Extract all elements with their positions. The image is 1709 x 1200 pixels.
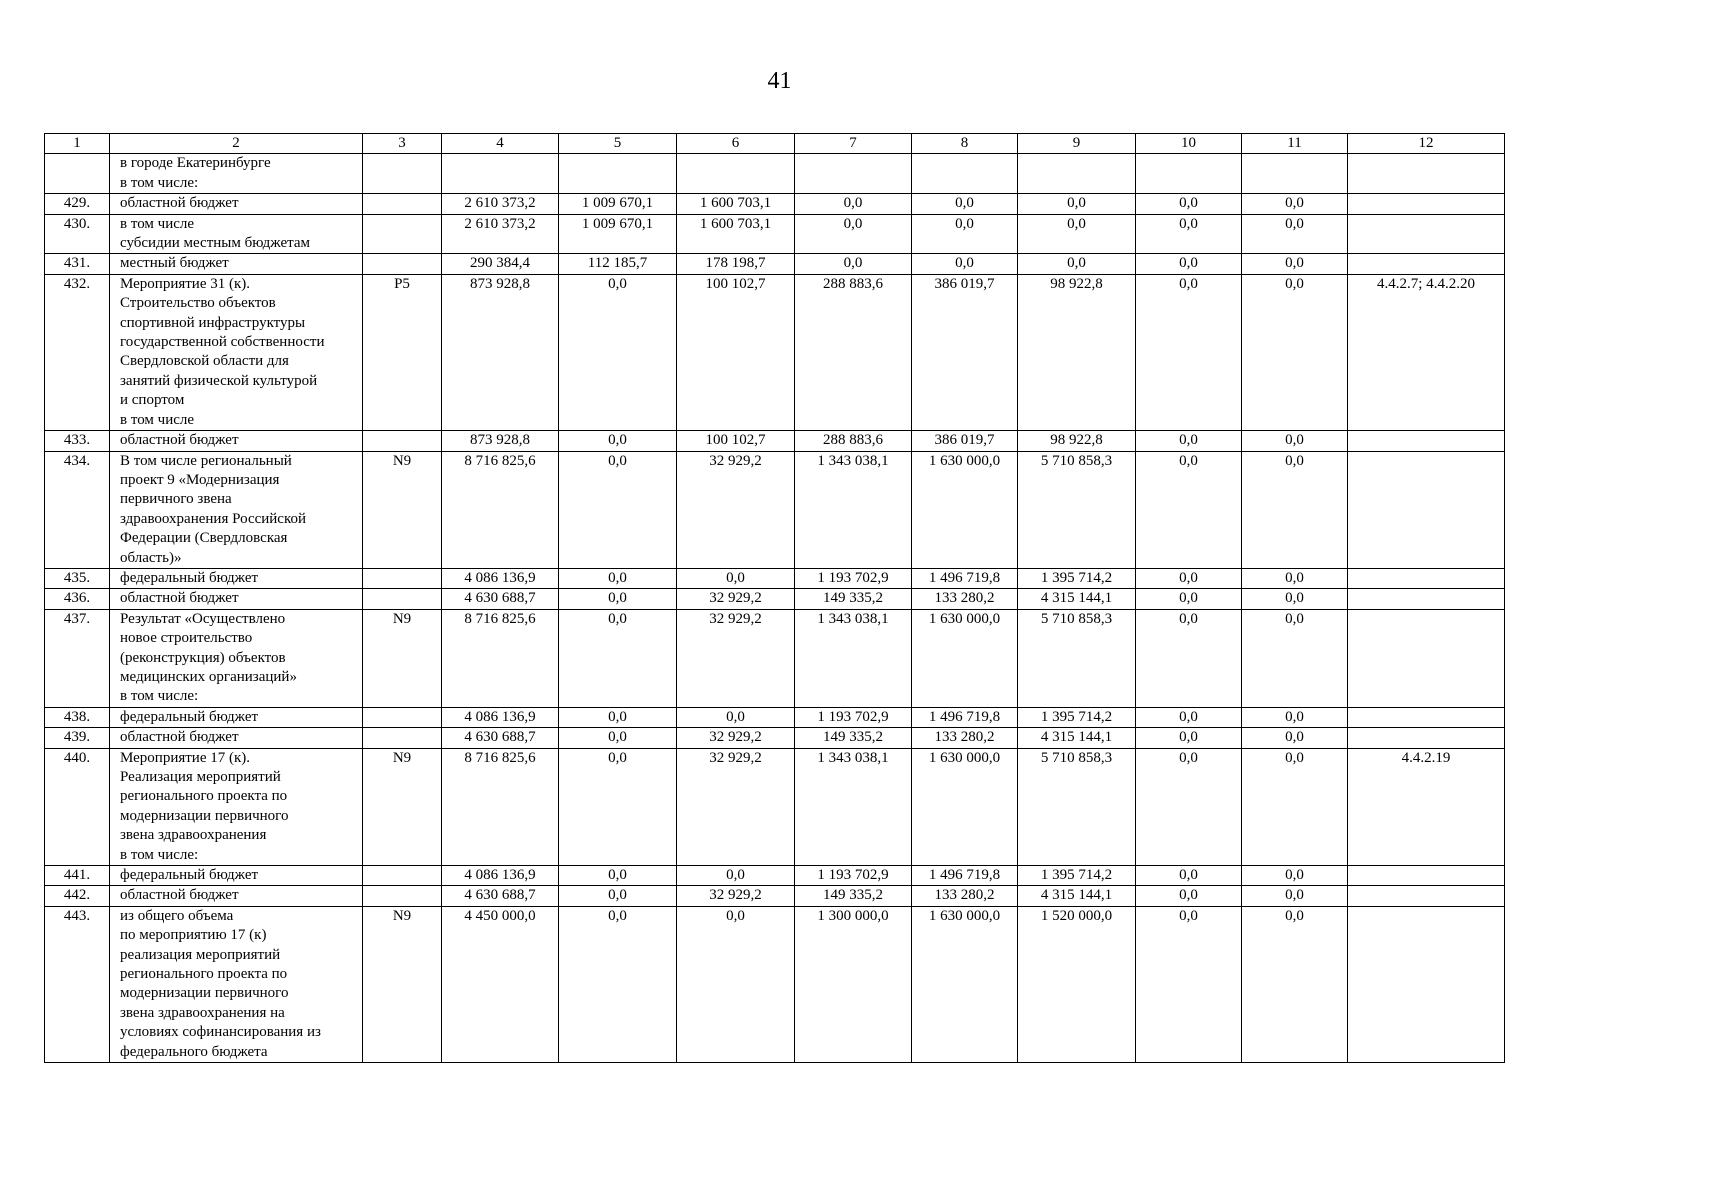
row-value-cell: 32 929,2	[677, 609, 795, 707]
row-value-cell: 0,0	[677, 866, 795, 886]
row-value-cell: 0,0	[1136, 728, 1242, 748]
row-value-cell: 0,0	[1242, 906, 1348, 1062]
row-value-cell: 100 102,7	[677, 274, 795, 430]
row-code-cell: N9	[363, 451, 442, 568]
header-cell: 3	[363, 134, 442, 154]
row-value-cell: 5 710 858,3	[1018, 609, 1136, 707]
row-name-cell: областной бюджет	[110, 728, 363, 748]
row-value-cell: 1 600 703,1	[677, 214, 795, 254]
row-value-cell: 1 630 000,0	[912, 748, 1018, 865]
row-name-cell: федеральный бюджет	[110, 568, 363, 588]
row-value-cell: 4 315 144,1	[1018, 589, 1136, 609]
row-number-cell: 432.	[45, 274, 110, 430]
row-value-cell: 1 395 714,2	[1018, 866, 1136, 886]
row-value-cell: 1 496 719,8	[912, 568, 1018, 588]
row-value-cell: 1 343 038,1	[795, 748, 912, 865]
row-value-cell: 0,0	[559, 748, 677, 865]
row-name-cell: областной бюджет	[110, 589, 363, 609]
row-value-cell: 0,0	[1018, 194, 1136, 214]
table-row	[45, 748, 1505, 865]
row-value-cell: 1 630 000,0	[912, 906, 1018, 1062]
row-value-cell: 0,0	[1242, 194, 1348, 214]
row-value-cell: 4 630 688,7	[442, 589, 559, 609]
row-value-cell: 1 496 719,8	[912, 707, 1018, 727]
row-reference-cell: 4.4.2.7; 4.4.2.20	[1348, 274, 1505, 430]
row-name-cell: Мероприятие 17 (к). Реализация мероприятий регионального проекта по модернизации первичного звена здравоохранения в том числе:	[110, 748, 363, 865]
row-value-cell	[1136, 154, 1242, 194]
row-value-cell: 149 335,2	[795, 589, 912, 609]
row-value-cell: 0,0	[1242, 707, 1348, 727]
row-value-cell: 32 929,2	[677, 748, 795, 865]
row-value-cell: 0,0	[1242, 609, 1348, 707]
row-value-cell: 133 280,2	[912, 589, 1018, 609]
row-name-cell: федеральный бюджет	[110, 866, 363, 886]
row-reference-cell	[1348, 568, 1505, 588]
header-cell: 5	[559, 134, 677, 154]
row-value-cell: 1 343 038,1	[795, 609, 912, 707]
row-number-cell: 441.	[45, 866, 110, 886]
budget-table	[44, 133, 1505, 1063]
row-code-cell: P5	[363, 274, 442, 430]
row-code-cell	[363, 886, 442, 906]
row-code-cell: N9	[363, 748, 442, 865]
header-cell: 4	[442, 134, 559, 154]
row-reference-cell	[1348, 431, 1505, 451]
row-value-cell: 32 929,2	[677, 451, 795, 568]
table-row	[45, 866, 1505, 886]
row-name-cell: Мероприятие 31 (к). Строительство объектов спортивной инфраструктуры государственной собственности Свердловской области для занятий физической культурой и спортом в том числе	[110, 274, 363, 430]
row-value-cell: 4 086 136,9	[442, 866, 559, 886]
row-code-cell	[363, 194, 442, 214]
row-value-cell: 0,0	[1136, 254, 1242, 274]
row-value-cell: 0,0	[559, 906, 677, 1062]
row-value-cell	[677, 154, 795, 194]
row-value-cell: 0,0	[559, 886, 677, 906]
row-value-cell: 5 710 858,3	[1018, 748, 1136, 865]
row-value-cell: 0,0	[1136, 451, 1242, 568]
row-number-cell	[45, 154, 110, 194]
table-row	[45, 707, 1505, 727]
row-value-cell: 133 280,2	[912, 728, 1018, 748]
row-value-cell: 0,0	[1018, 214, 1136, 254]
row-value-cell: 1 395 714,2	[1018, 568, 1136, 588]
row-value-cell: 0,0	[795, 214, 912, 254]
row-number-cell: 443.	[45, 906, 110, 1062]
row-value-cell: 0,0	[559, 589, 677, 609]
row-value-cell: 1 009 670,1	[559, 194, 677, 214]
row-value-cell: 2 610 373,2	[442, 214, 559, 254]
row-value-cell: 4 086 136,9	[442, 707, 559, 727]
table-header-row	[45, 134, 1505, 154]
row-value-cell: 149 335,2	[795, 886, 912, 906]
row-value-cell: 0,0	[1242, 451, 1348, 568]
table-row	[45, 886, 1505, 906]
row-value-cell: 32 929,2	[677, 728, 795, 748]
row-value-cell: 0,0	[1242, 886, 1348, 906]
row-value-cell: 1 496 719,8	[912, 866, 1018, 886]
row-value-cell: 288 883,6	[795, 431, 912, 451]
row-value-cell: 32 929,2	[677, 886, 795, 906]
row-value-cell	[559, 154, 677, 194]
row-value-cell: 386 019,7	[912, 274, 1018, 430]
row-value-cell: 0,0	[1242, 274, 1348, 430]
row-value-cell: 0,0	[677, 707, 795, 727]
row-value-cell: 0,0	[677, 568, 795, 588]
row-value-cell: 0,0	[1242, 254, 1348, 274]
row-code-cell	[363, 214, 442, 254]
row-reference-cell	[1348, 214, 1505, 254]
row-value-cell: 1 009 670,1	[559, 214, 677, 254]
row-value-cell	[795, 154, 912, 194]
row-code-cell	[363, 728, 442, 748]
row-number-cell: 442.	[45, 886, 110, 906]
row-value-cell: 386 019,7	[912, 431, 1018, 451]
row-number-cell: 430.	[45, 214, 110, 254]
row-value-cell: 0,0	[912, 214, 1018, 254]
row-value-cell: 1 343 038,1	[795, 451, 912, 568]
row-number-cell: 437.	[45, 609, 110, 707]
table-row	[45, 154, 1505, 194]
row-value-cell: 0,0	[795, 254, 912, 274]
row-value-cell: 0,0	[1136, 431, 1242, 451]
row-value-cell: 0,0	[1136, 609, 1242, 707]
row-name-cell: из общего объема по мероприятию 17 (к) реализация мероприятий регионального проекта по модернизации первичного звена здравоохранения на условиях софинансирования из федерального бюджета	[110, 906, 363, 1062]
row-value-cell: 0,0	[559, 451, 677, 568]
row-code-cell	[363, 589, 442, 609]
row-value-cell: 0,0	[559, 728, 677, 748]
table-row	[45, 254, 1505, 274]
row-name-cell: местный бюджет	[110, 254, 363, 274]
row-value-cell: 1 193 702,9	[795, 866, 912, 886]
row-value-cell: 149 335,2	[795, 728, 912, 748]
row-value-cell: 8 716 825,6	[442, 451, 559, 568]
header-cell: 6	[677, 134, 795, 154]
row-value-cell: 98 922,8	[1018, 274, 1136, 430]
row-value-cell: 4 450 000,0	[442, 906, 559, 1062]
row-value-cell: 0,0	[1136, 568, 1242, 588]
row-code-cell	[363, 568, 442, 588]
table-row	[45, 609, 1505, 707]
row-value-cell: 0,0	[1242, 589, 1348, 609]
row-number-cell: 440.	[45, 748, 110, 865]
page-number: 41	[767, 68, 792, 94]
row-value-cell: 0,0	[1136, 214, 1242, 254]
row-name-cell: областной бюджет	[110, 886, 363, 906]
row-value-cell: 873 928,8	[442, 274, 559, 430]
row-value-cell: 4 315 144,1	[1018, 728, 1136, 748]
row-value-cell: 2 610 373,2	[442, 194, 559, 214]
row-value-cell	[912, 154, 1018, 194]
header-cell: 1	[45, 134, 110, 154]
table-row	[45, 274, 1505, 430]
row-value-cell: 0,0	[559, 609, 677, 707]
row-code-cell: N9	[363, 609, 442, 707]
row-value-cell: 1 630 000,0	[912, 451, 1018, 568]
row-value-cell: 1 193 702,9	[795, 568, 912, 588]
header-cell: 11	[1242, 134, 1348, 154]
row-number-cell: 436.	[45, 589, 110, 609]
row-reference-cell	[1348, 451, 1505, 568]
row-value-cell: 0,0	[1136, 274, 1242, 430]
row-value-cell: 0,0	[559, 274, 677, 430]
row-reference-cell: 4.4.2.19	[1348, 748, 1505, 865]
row-value-cell: 0,0	[1136, 194, 1242, 214]
row-value-cell: 290 384,4	[442, 254, 559, 274]
row-value-cell: 0,0	[559, 568, 677, 588]
row-value-cell: 288 883,6	[795, 274, 912, 430]
row-value-cell: 0,0	[1242, 568, 1348, 588]
table-row	[45, 589, 1505, 609]
row-reference-cell	[1348, 728, 1505, 748]
row-value-cell: 4 630 688,7	[442, 886, 559, 906]
row-value-cell: 0,0	[1242, 431, 1348, 451]
row-reference-cell	[1348, 906, 1505, 1062]
row-number-cell: 433.	[45, 431, 110, 451]
row-value-cell: 0,0	[677, 906, 795, 1062]
row-value-cell: 178 198,7	[677, 254, 795, 274]
row-value-cell	[1242, 154, 1348, 194]
table-row	[45, 568, 1505, 588]
row-reference-cell	[1348, 609, 1505, 707]
row-value-cell: 100 102,7	[677, 431, 795, 451]
row-reference-cell	[1348, 194, 1505, 214]
row-name-cell: областной бюджет	[110, 431, 363, 451]
row-value-cell: 1 600 703,1	[677, 194, 795, 214]
row-value-cell: 0,0	[559, 707, 677, 727]
row-value-cell: 0,0	[1136, 906, 1242, 1062]
row-value-cell: 1 300 000,0	[795, 906, 912, 1062]
header-cell: 2	[110, 134, 363, 154]
header-cell: 7	[795, 134, 912, 154]
row-value-cell: 0,0	[912, 254, 1018, 274]
table-row	[45, 194, 1505, 214]
row-value-cell: 98 922,8	[1018, 431, 1136, 451]
row-value-cell: 0,0	[912, 194, 1018, 214]
row-value-cell: 1 395 714,2	[1018, 707, 1136, 727]
row-value-cell: 1 630 000,0	[912, 609, 1018, 707]
row-name-cell: В том числе региональный проект 9 «Модернизация первичного звена здравоохранения Российской Федерации (Свердловская область)»	[110, 451, 363, 568]
row-name-cell: Результат «Осуществлено новое строительство (реконструкция) объектов медицинских организаций» в том числе:	[110, 609, 363, 707]
row-value-cell	[442, 154, 559, 194]
row-value-cell: 32 929,2	[677, 589, 795, 609]
row-value-cell: 5 710 858,3	[1018, 451, 1136, 568]
row-value-cell: 133 280,2	[912, 886, 1018, 906]
row-code-cell	[363, 154, 442, 194]
row-value-cell: 0,0	[559, 431, 677, 451]
row-number-cell: 435.	[45, 568, 110, 588]
row-value-cell: 0,0	[1242, 748, 1348, 865]
row-value-cell: 4 630 688,7	[442, 728, 559, 748]
row-value-cell: 0,0	[559, 866, 677, 886]
row-number-cell: 434.	[45, 451, 110, 568]
row-code-cell	[363, 866, 442, 886]
row-reference-cell	[1348, 254, 1505, 274]
header-cell: 12	[1348, 134, 1505, 154]
row-value-cell: 0,0	[1136, 886, 1242, 906]
row-name-cell: в городе Екатеринбурге в том числе:	[110, 154, 363, 194]
row-value-cell: 1 520 000,0	[1018, 906, 1136, 1062]
row-reference-cell	[1348, 707, 1505, 727]
row-value-cell: 0,0	[795, 194, 912, 214]
row-name-cell: областной бюджет	[110, 194, 363, 214]
row-value-cell: 4 086 136,9	[442, 568, 559, 588]
row-value-cell: 0,0	[1136, 866, 1242, 886]
row-value-cell	[1018, 154, 1136, 194]
row-value-cell: 1 193 702,9	[795, 707, 912, 727]
row-value-cell: 873 928,8	[442, 431, 559, 451]
row-value-cell: 0,0	[1242, 866, 1348, 886]
header-cell: 10	[1136, 134, 1242, 154]
row-number-cell: 429.	[45, 194, 110, 214]
row-value-cell: 0,0	[1136, 707, 1242, 727]
row-reference-cell	[1348, 589, 1505, 609]
row-value-cell: 0,0	[1136, 748, 1242, 865]
row-value-cell: 112 185,7	[559, 254, 677, 274]
row-code-cell	[363, 707, 442, 727]
row-value-cell: 8 716 825,6	[442, 748, 559, 865]
row-value-cell: 0,0	[1018, 254, 1136, 274]
row-value-cell: 4 315 144,1	[1018, 886, 1136, 906]
row-reference-cell	[1348, 886, 1505, 906]
row-value-cell: 0,0	[1242, 214, 1348, 254]
row-code-cell	[363, 431, 442, 451]
row-code-cell	[363, 254, 442, 274]
row-value-cell: 0,0	[1242, 728, 1348, 748]
row-reference-cell	[1348, 154, 1505, 194]
header-cell: 8	[912, 134, 1018, 154]
row-reference-cell	[1348, 866, 1505, 886]
header-cell: 9	[1018, 134, 1136, 154]
row-number-cell: 439.	[45, 728, 110, 748]
table-row	[45, 728, 1505, 748]
table-row	[45, 906, 1505, 1062]
row-value-cell: 0,0	[1136, 589, 1242, 609]
table-row	[45, 431, 1505, 451]
row-name-cell: федеральный бюджет	[110, 707, 363, 727]
row-code-cell: N9	[363, 906, 442, 1062]
row-value-cell: 8 716 825,6	[442, 609, 559, 707]
table-row	[45, 214, 1505, 254]
row-number-cell: 431.	[45, 254, 110, 274]
table-row	[45, 451, 1505, 568]
row-name-cell: в том числе субсидии местным бюджетам	[110, 214, 363, 254]
row-number-cell: 438.	[45, 707, 110, 727]
